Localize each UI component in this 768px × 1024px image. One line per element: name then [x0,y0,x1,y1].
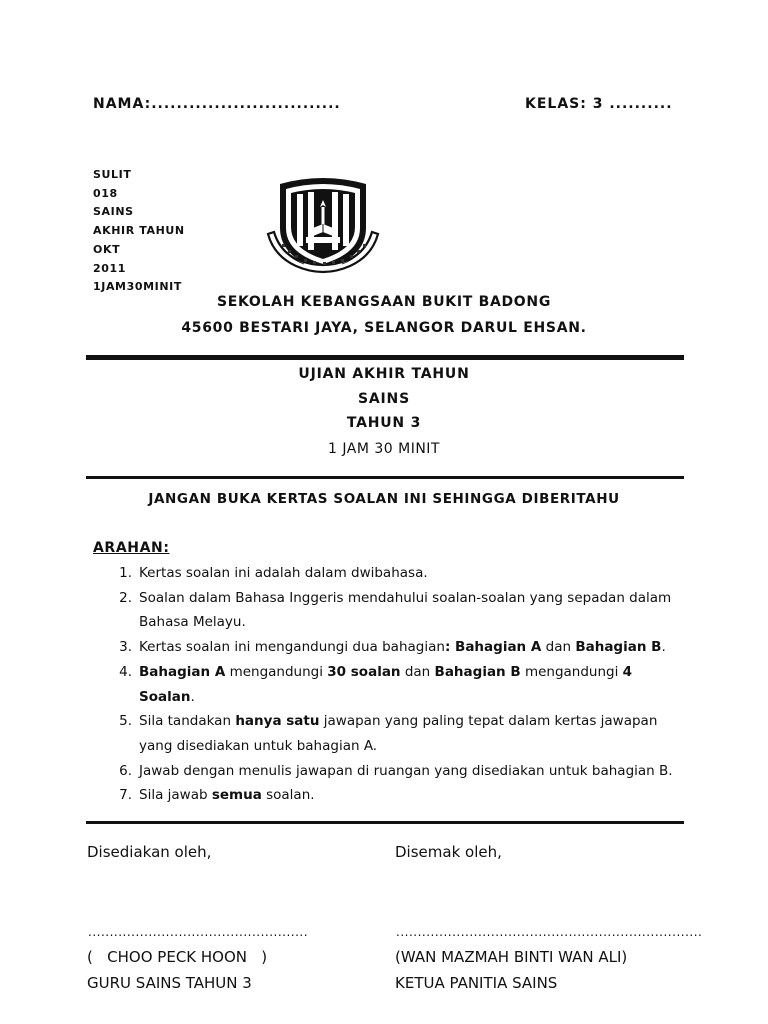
meta-line: SULIT [93,168,132,181]
prepared-by-name: ( CHOO PECK HOON ) [87,948,268,966]
instruction-item [106,635,689,660]
kelas-field [525,96,673,112]
exam-duration: 1 JAM 30 MINIT [328,441,440,457]
warning-notice: JANGAN BUKA KERTAS SOALAN INI SEHINGGA DIBERITAHU [148,491,620,507]
checked-by-role: KETUA PANITIA SAINS [395,974,558,992]
school-crest-icon [266,174,380,284]
instruction-number: 6. [119,762,132,779]
nama-field [93,96,341,112]
exam-year: TAHUN 3 [346,415,422,431]
meta-line: OKT [93,242,121,256]
instruction-item [106,759,689,784]
instruction-item [106,709,689,758]
instruction-number: 2. [119,589,132,606]
instruction-text: Sila jawab semua soalan. [139,787,315,804]
divider-middle [86,476,684,479]
prepared-by-label: Disediakan oleh, [87,843,212,861]
instruction-text: Bahagian A mengandungi 30 soalan dan Bahagian B mengandungi 4 Soalan. [139,663,633,705]
instruction-number: 4. [119,663,132,680]
instruction-text: Sila tandakan hanya satu jawapan yang paling tepat dalam kertas jawapan yang disediakan untuk bahagian A. [139,713,658,754]
instructions-list [106,561,689,808]
instruction-text: Kertas soalan ini adalah dalam dwibahasa. [139,565,428,581]
instruction-item [106,561,689,586]
meta-line: AKHIR TAHUN [93,224,185,238]
divider-top [86,355,684,360]
meta-line: 1JAM30MINIT [93,280,182,294]
divider-bottom [86,821,684,824]
checked-signature-line: ....................................................................... [396,925,703,939]
meta-line: 018 [93,186,118,200]
exam-title: UJIAN AKHIR TAHUN [298,366,470,382]
instruction-number: 7. [119,787,132,804]
instruction-text: Kertas soalan ini mengandungi dua bahagian: Bahagian A dan Bahagian B. [139,639,666,656]
instruction-text: Soalan dalam Bahasa Inggeris mendahului soalan-soalan yang sepadan dalam Bahasa Melayu. [139,589,672,631]
instruction-number: 5. [119,713,132,730]
checked-by-label: Disemak oleh, [395,843,502,861]
paper-meta [93,166,185,297]
school-name: SEKOLAH KEBANGSAAN BUKIT BADONG [216,294,552,310]
kelas-dots: .......... [609,96,673,112]
kelas-label: KELAS: 3 [525,96,604,112]
checked-by-name: (WAN MAZMAH BINTI WAN ALI) [395,948,628,966]
instruction-number: 1. [119,565,132,581]
school-address: 45600 BESTARI JAYA, SELANGOR DARUL EHSAN. [181,320,587,336]
instruction-item [106,783,689,808]
instruction-item [106,660,689,709]
instruction-item [106,586,689,635]
instructions-title: ARAHAN: [93,540,170,556]
instruction-text: Jawab dengan menulis jawapan di ruangan yang disediakan untuk bahagian B. [139,762,673,779]
meta-line: SAINS [93,205,134,219]
meta-line: 2011 [93,261,127,275]
nama-dots: .............................. [151,96,341,112]
prepared-by-role: GURU SAINS TAHUN 3 [87,974,252,992]
instruction-number: 3. [119,639,132,656]
prepared-signature-line: ................................................... [88,925,309,939]
exam-subject: SAINS [358,391,410,407]
nama-label: NAMA: [93,96,152,112]
